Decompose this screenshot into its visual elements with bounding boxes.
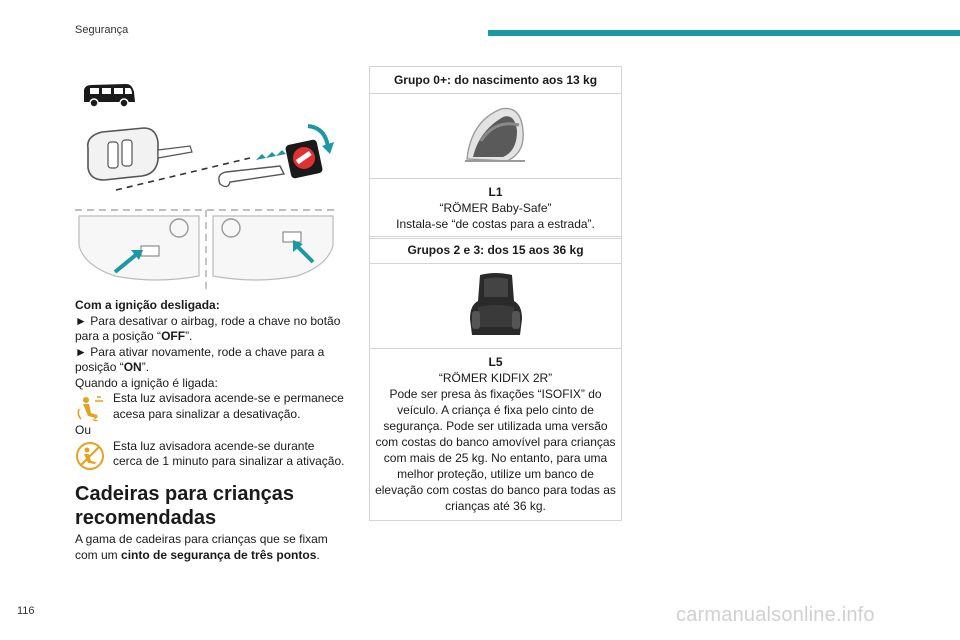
activate-instruction: ► Para ativar novamente, rode a chave para a posição “ON”. xyxy=(75,344,325,374)
airbag-switch-icon xyxy=(285,126,334,179)
page-number: 116 xyxy=(17,605,35,617)
dashboard-illustration xyxy=(75,206,337,290)
deactivate-instruction: ► Para desativar o airbag, rode a chave no botão para a posição “OFF”. xyxy=(75,313,341,343)
card-image xyxy=(370,94,621,179)
booster-seat-icon xyxy=(466,271,526,341)
airbag-off-warning-icon xyxy=(75,393,105,423)
seat-description: Instala-se “de costas para a estrada”. xyxy=(396,217,595,231)
header-section-title: Segurança xyxy=(75,24,129,36)
key-blade-icon xyxy=(219,166,284,187)
lamp-off-text: Esta luz avisadora acende-se e permanece acesa para sinalizar a desativação. xyxy=(113,391,344,421)
lamp-on-text: Esta luz avisadora acende-se durante cerca de 1 minuto para sinalizar a ativação. xyxy=(113,438,345,468)
card-title: Grupo 0+: do nascimento aos 13 kg xyxy=(370,67,621,94)
van-icon xyxy=(80,80,136,110)
motion-arrows-icon xyxy=(256,150,286,160)
card-body xyxy=(370,349,621,520)
watermark: carmanualsonline.info xyxy=(676,604,875,626)
section-heading: Cadeiras para crianças recomendadas xyxy=(75,483,295,529)
svg-text:2: 2 xyxy=(93,413,99,423)
or-text: Ou xyxy=(75,423,92,437)
card-body xyxy=(370,179,621,238)
section-intro: A gama de cadeiras para crianças que se fixam com um cinto de segurança de três pontos. xyxy=(75,532,328,562)
header-accent-bar xyxy=(488,30,960,36)
seat-name: “RÖMER Baby-Safe” xyxy=(439,201,552,215)
ignition-on-text: Quando a ignição é ligada: xyxy=(75,375,218,390)
seat-code: L5 xyxy=(488,355,503,369)
seat-card-group-2-3 xyxy=(369,236,622,521)
card-title: Grupos 2 e 3: dos 15 aos 36 kg xyxy=(370,237,621,264)
seat-name: “RÖMER KIDFIX 2R” xyxy=(438,371,553,385)
card-image xyxy=(370,264,621,349)
seat-card-group-0 xyxy=(369,66,622,239)
seat-code: L1 xyxy=(488,185,503,199)
seat-description: Pode ser presa às fixações “ISOFIX” do veículo. A criança é fixa pelo cinto de segurança. Pode ser utilizada uma versão com costas do banco amovível para crianças com mais de 25 kg. No entanto, para uma melhor proteção, utilize um banco de elevação com costas do banco para todas as crianças até 36 kg. xyxy=(375,387,616,513)
warning-lamp-on-row xyxy=(75,439,347,471)
airbag-instructions xyxy=(75,298,347,471)
baby-seat-icon xyxy=(461,101,531,171)
key-switch-illustration xyxy=(80,120,336,200)
ignition-off-heading: Com a ignição desligada: xyxy=(75,298,220,312)
warning-lamp-off-row xyxy=(75,391,347,423)
remote-key-icon xyxy=(88,128,192,180)
airbag-on-warning-icon xyxy=(75,441,105,471)
